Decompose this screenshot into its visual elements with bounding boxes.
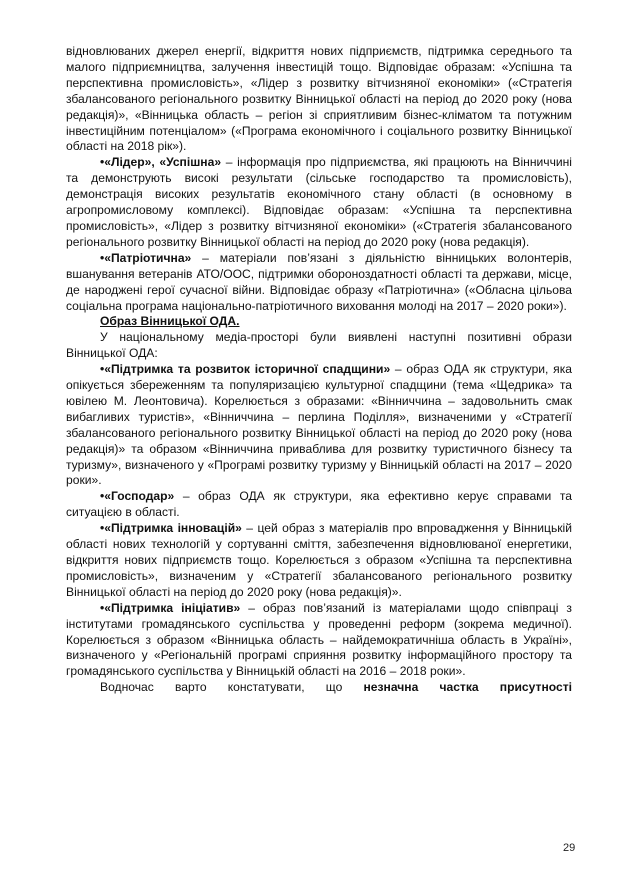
bullet-item-patriotic: [66, 251, 572, 315]
bullet-text: – інформація про підприємства, які працюють на Вінниччині та демонструють високі результати (сільське господарство та промисловість), демонстрація високих результатів економічного стану області (в основному в агропромисловому комплексі). Відповідає образам: «Успішна та перспективна промисловість», «Лідер з розвитку вітчизняної економіки» («Стратегія збалансованого регіонального розвитку Вінницької області на період до 2020 року (нова редакція).: [66, 155, 572, 249]
document-page: [66, 44, 572, 696]
section-heading: Образ Вінницької ОДА.: [100, 314, 240, 329]
bullet-title: «Підтримка ініціатив»: [104, 600, 241, 615]
bullet-text: – матеріали пов’язані з діяльністю вінницьких волонтерів, вшанування ветеранів АТО/ООС, підтримки обороноздатності області та держави, місце, де народжені герої сучасної війни. Відповідає образу «Патріотична» («Обласна цільова соціальна програма національно-патріотичного виховання молоді на 2017 – 2020 роки»).: [66, 250, 572, 313]
page-number: 29: [563, 842, 576, 854]
bullet-text: – цей образ з матеріалів про впровадження у Вінницькій області нових технологій у сортуванні сміття, забезпечення відновлюваної енергетики, відкриття нових підприємств тощо. Корелюється з образом «Успішна та перспективна промисловість», визначеним у «Стратегії збалансованого регіонального розвитку Вінницької області на період до 2020 року (нова редакція)».: [66, 521, 572, 599]
bullet-marker: •: [100, 250, 105, 265]
bullet-marker: •: [100, 155, 105, 170]
bullet-marker: •: [100, 521, 105, 536]
bullet-marker: •: [100, 489, 105, 504]
bullet-marker: •: [100, 362, 105, 377]
bullet-item-leader: [66, 155, 572, 250]
final-bold-text: незначна частка присутності: [363, 680, 572, 695]
bullet-text: – образ ОДА як структури, яка ефективно керує справами та ситуацією в області.: [66, 489, 572, 520]
bullet-marker: •: [100, 600, 105, 615]
bullet-item-master: [66, 489, 572, 521]
bullet-title: «Патріотична»: [104, 250, 192, 265]
section-intro: У національному медіа-просторі були виявлені наступні позитивні образи Вінницької ОДА:: [66, 330, 572, 361]
bullet-title: «Підтримка та розвиток історичної спадщини»: [104, 362, 391, 377]
bullet-item-heritage: [66, 362, 572, 489]
bullet-text: – образ пов’язаний із матеріалами щодо співпраці з інститутами громадянського суспільства у проведенні реформ (зокрема медичної). Корелюється з образом «Вінницька область – найдемократичніша область в Україні», визначеного у «Регіональній програмі сприяння розвитку інформаційного простору та громадянського суспільства у Вінницькій області на 2016 – 2018 роки».: [66, 600, 572, 679]
final-text: Водночас варто констатувати, що: [100, 680, 364, 695]
bullet-title: «Господар»: [104, 489, 175, 504]
bullet-title: «Лідер», «Успішна»: [104, 155, 222, 170]
paragraph-continuation: відновлюваних джерел енергії, відкриття нових підприємств, підтримка середнього та малого підприємництва, залучення інвестицій тощо. Відповідає образам: «Успішна та перспективна промисловість», «Лідер з розвитку вітчизняної економіки» («Стратегія збалансованого регіонального розвитку Вінницької області на період до 2020 року (нова редакція)», «Вінницька область – регіон зі сприятливим бізнес-кліматом та потужним інвестиційним потенціалом» («Програма економічного і соціального розвитку Вінницької області на 2018 рік»).: [66, 44, 572, 154]
bullet-item-innovation: [66, 521, 572, 601]
final-paragraph: [66, 680, 572, 696]
bullet-title: «Підтримка інновацій»: [104, 521, 242, 536]
bullet-item-initiatives: [66, 601, 572, 681]
bullet-text: – образ ОДА як структури, яка опікується збереженням та популяризацією культурної спадщини (тема «Щедрика» та ювілею М. Леонтовича). Корелюється з образами: «Вінниччина – задовольнить смак вибагливих туристів», «Вінниччина – перлина Поділля», визначеними у «Стратегії збалансованого регіонального розвитку Вінницької області на період до 2020 року (нова редакція)» та образом «Вінниччина приваблива для розвитку туристичного бізнесу та туризму», визначеного у «Програмі розвитку туризму у Вінницькій області на 2017 – 2020 роки».: [66, 362, 572, 488]
